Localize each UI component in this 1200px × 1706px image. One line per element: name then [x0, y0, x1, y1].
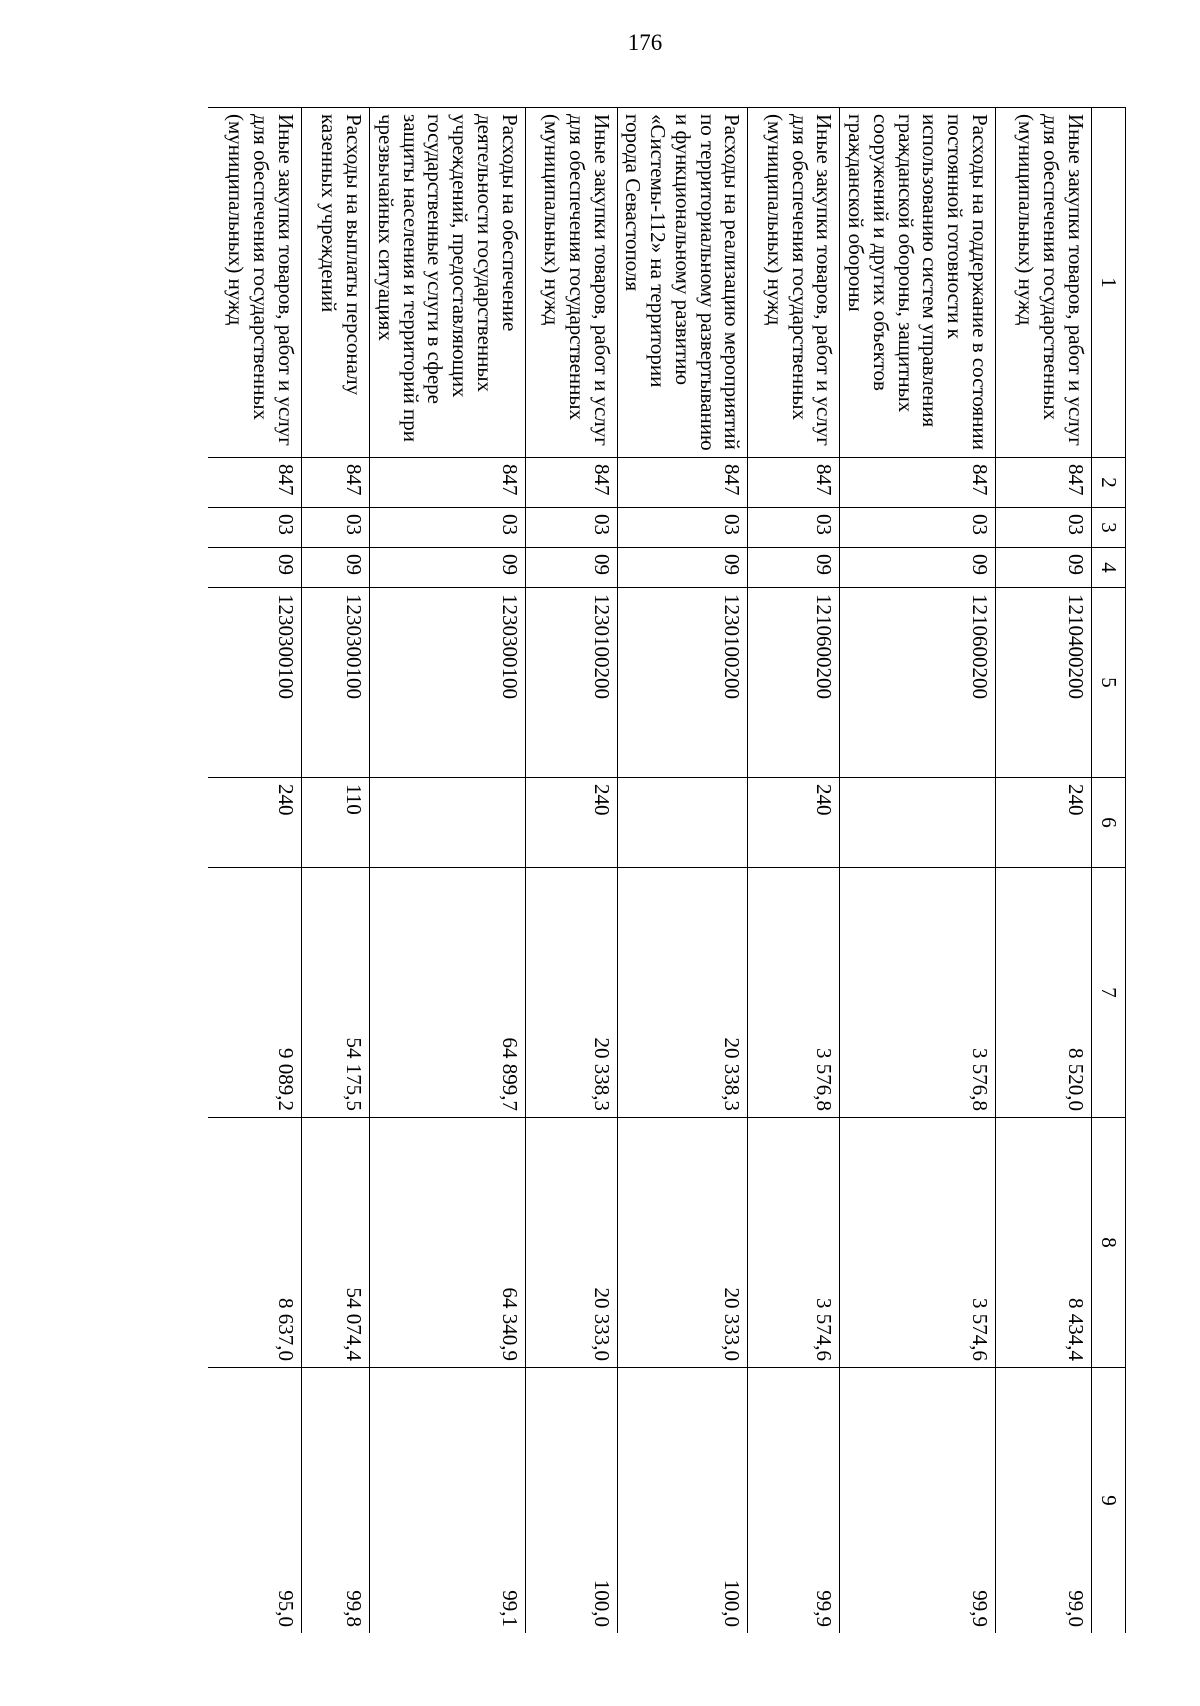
actual-amount-cell: 3 574,6 [748, 1118, 840, 1368]
ministry-code-cell: 847 [840, 458, 996, 508]
actual-amount-cell: 8 637,0 [208, 1118, 301, 1368]
subsection-code-cell: 09 [369, 548, 525, 588]
section-code-cell: 03 [301, 508, 369, 548]
target-article-cell: 1210400200 [996, 588, 1092, 778]
table-row [748, 108, 840, 1634]
subsection-code-cell: 09 [208, 548, 301, 588]
subsection-code-cell: 09 [525, 548, 617, 588]
expense-type-cell: 110 [301, 778, 369, 868]
expense-type-cell: 240 [748, 778, 840, 868]
subsection-code-cell: 09 [617, 548, 748, 588]
expense-type-cell [369, 778, 525, 868]
row-name-cell: Иные закупки товаров, работ и услуг для обеспечения государственных (муниципальных) нужд [748, 108, 840, 458]
expense-type-cell: 240 [996, 778, 1092, 868]
table-row [301, 108, 369, 1634]
planned-amount-cell: 20 338,3 [525, 868, 617, 1118]
planned-amount-cell: 3 576,8 [840, 868, 996, 1118]
column-header: 1 [1092, 108, 1126, 458]
expense-type-cell: 240 [208, 778, 301, 868]
row-name-cell: Расходы на выплаты персоналу казенных учреждений [301, 108, 369, 458]
row-name-cell: Иные закупки товаров, работ и услуг для обеспечения государственных (муниципальных) нужд [208, 108, 301, 458]
actual-amount-cell: 20 333,0 [525, 1118, 617, 1368]
row-name-cell: Расходы на поддержание в состоянии постоянной готовности к использованию систем управления гражданской обороны, защитных сооружений и других объектов гражданской обороны [840, 108, 996, 458]
ministry-code-cell: 847 [369, 458, 525, 508]
budget-table-frame [208, 107, 1126, 1633]
actual-amount-cell: 54 074,4 [301, 1118, 369, 1368]
table-row [617, 108, 748, 1634]
planned-amount-cell: 8 520,0 [996, 868, 1092, 1118]
percent-cell: 100,0 [617, 1368, 748, 1634]
table-row [525, 108, 617, 1634]
section-code-cell: 03 [525, 508, 617, 548]
percent-cell: 95,0 [208, 1368, 301, 1634]
target-article-cell: 1230300100 [301, 588, 369, 778]
actual-amount-cell: 64 340,9 [369, 1118, 525, 1368]
column-header: 9 [1092, 1368, 1126, 1634]
section-code-cell: 03 [208, 508, 301, 548]
ministry-code-cell: 847 [301, 458, 369, 508]
rotated-table-container [208, 107, 1126, 1633]
expense-type-cell [840, 778, 996, 868]
column-header: 2 [1092, 458, 1126, 508]
section-code-cell: 03 [996, 508, 1092, 548]
column-header: 7 [1092, 868, 1126, 1118]
column-header: 3 [1092, 508, 1126, 548]
column-header: 5 [1092, 588, 1126, 778]
percent-cell: 99,9 [840, 1368, 996, 1634]
section-code-cell: 03 [840, 508, 996, 548]
planned-amount-cell: 3 576,8 [748, 868, 840, 1118]
percent-cell: 99,9 [748, 1368, 840, 1634]
ministry-code-cell: 847 [748, 458, 840, 508]
ministry-code-cell: 847 [617, 458, 748, 508]
expense-type-cell [617, 778, 748, 868]
planned-amount-cell: 20 338,3 [617, 868, 748, 1118]
section-code-cell: 03 [617, 508, 748, 548]
target-article-cell: 1230300100 [208, 588, 301, 778]
table-row [208, 108, 301, 1634]
ministry-code-cell: 847 [996, 458, 1092, 508]
target-article-cell: 1230100200 [617, 588, 748, 778]
table-row [840, 108, 996, 1634]
column-header: 4 [1092, 548, 1126, 588]
target-article-cell: 1210600200 [840, 588, 996, 778]
subsection-code-cell: 09 [840, 548, 996, 588]
planned-amount-cell: 54 175,5 [301, 868, 369, 1118]
planned-amount-cell: 64 899,7 [369, 868, 525, 1118]
column-header: 6 [1092, 778, 1126, 868]
column-header: 8 [1092, 1118, 1126, 1368]
percent-cell: 99,1 [369, 1368, 525, 1634]
header-row [1092, 108, 1126, 1634]
table-row [369, 108, 525, 1634]
percent-cell: 100,0 [525, 1368, 617, 1634]
actual-amount-cell: 3 574,6 [840, 1118, 996, 1368]
target-article-cell: 1230300100 [369, 588, 525, 778]
section-code-cell: 03 [369, 508, 525, 548]
row-name-cell: Расходы на обеспечение деятельности государственных учреждений, предоставляющих государственные услуги в сфере защиты населения и территорий при чрезвычайных ситуациях [369, 108, 525, 458]
row-name-cell: Расходы на реализацию мероприятий по территориальному развертыванию и функциональному развитию «Системы-112» на территории города Севастополя [617, 108, 748, 458]
budget-table [208, 107, 1126, 1633]
subsection-code-cell: 09 [748, 548, 840, 588]
section-code-cell: 03 [748, 508, 840, 548]
subsection-code-cell: 09 [301, 548, 369, 588]
ministry-code-cell: 847 [208, 458, 301, 508]
table-row [996, 108, 1092, 1634]
expense-type-cell: 240 [525, 778, 617, 868]
target-article-cell: 1210600200 [748, 588, 840, 778]
percent-cell: 99,8 [301, 1368, 369, 1634]
actual-amount-cell: 20 333,0 [617, 1118, 748, 1368]
percent-cell: 99,0 [996, 1368, 1092, 1634]
ministry-code-cell: 847 [525, 458, 617, 508]
row-name-cell: Иные закупки товаров, работ и услуг для обеспечения государственных (муниципальных) нужд [996, 108, 1092, 458]
subsection-code-cell: 09 [996, 548, 1092, 588]
actual-amount-cell: 8 434,4 [996, 1118, 1092, 1368]
planned-amount-cell: 9 089,2 [208, 868, 301, 1118]
row-name-cell: Иные закупки товаров, работ и услуг для обеспечения государственных (муниципальных) нужд [525, 108, 617, 458]
target-article-cell: 1230100200 [525, 588, 617, 778]
page-number: 176 [627, 30, 663, 55]
